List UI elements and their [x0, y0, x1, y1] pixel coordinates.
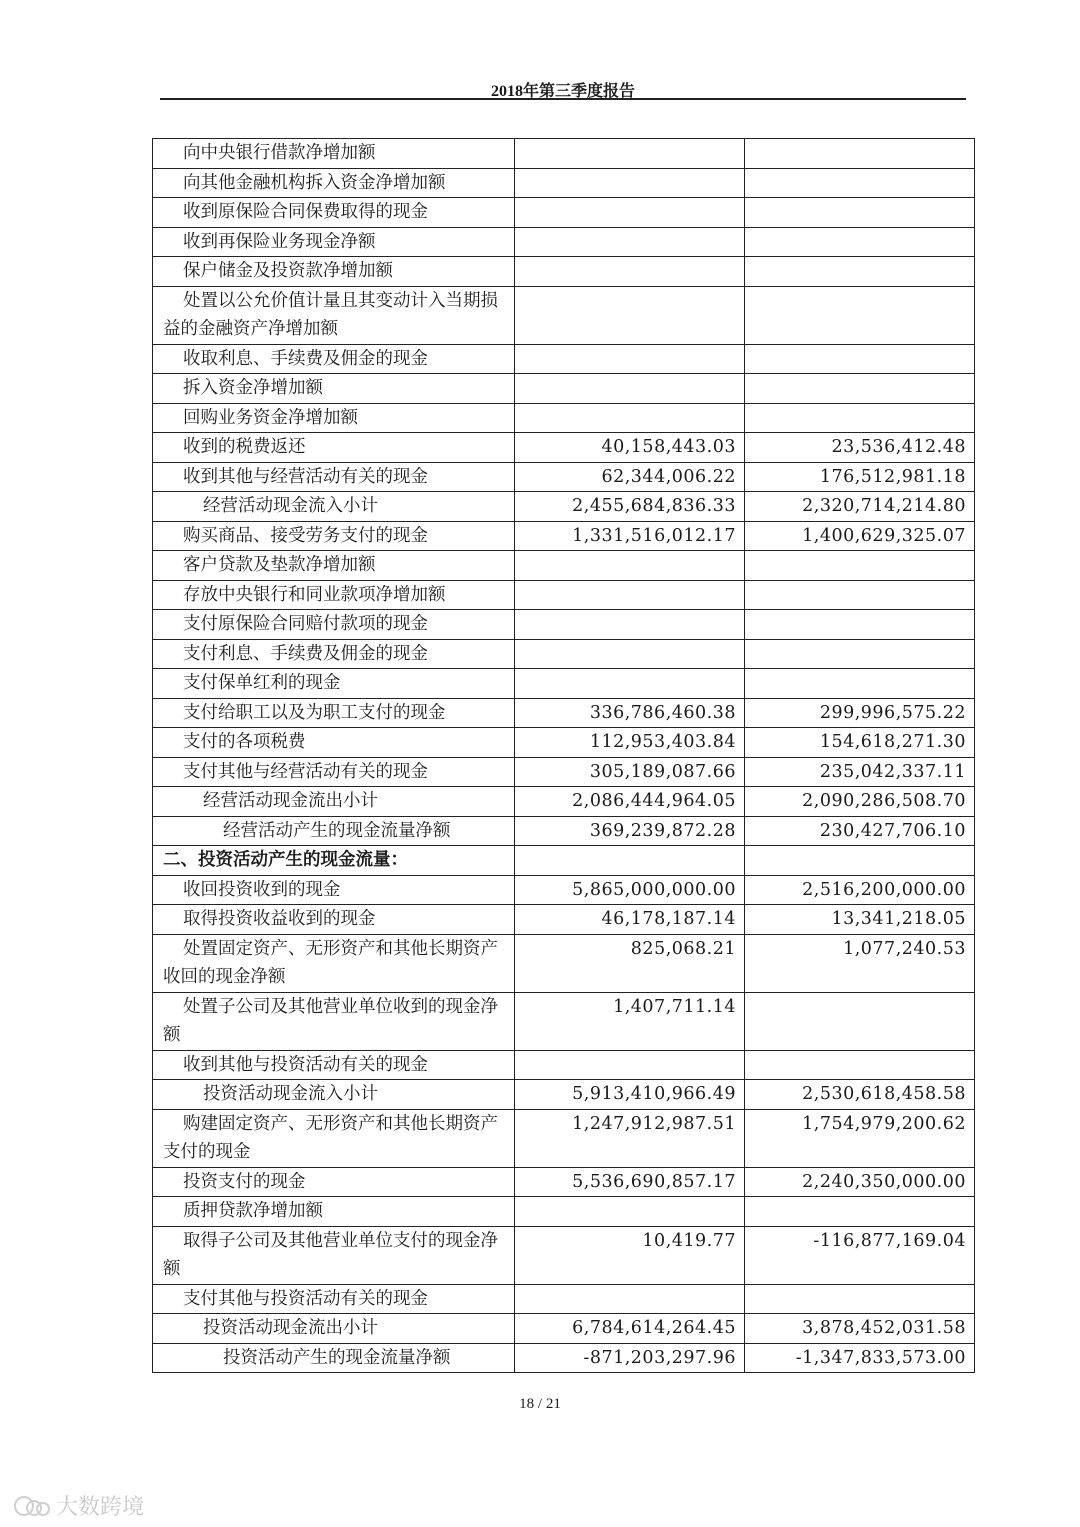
table-row: [153, 875, 975, 905]
table-row: [153, 344, 975, 374]
row-label: 收到其他与经营活动有关的现金: [153, 462, 515, 492]
current-period-value: [515, 846, 745, 876]
row-label: 保户储金及投资款净增加额: [153, 257, 515, 287]
row-label: 投资支付的现金: [153, 1167, 515, 1197]
row-label: 经营活动现金流入小计: [153, 492, 515, 522]
table-row: [153, 403, 975, 433]
table-row: [153, 846, 975, 876]
current-period-value: 336,786,460.38: [515, 698, 745, 728]
table-row: [153, 1343, 975, 1373]
row-label: 投资活动现金流出小计: [153, 1314, 515, 1344]
current-period-value: [515, 669, 745, 699]
current-period-value: 1,331,516,012.17: [515, 521, 745, 551]
header-divider: [160, 98, 966, 100]
row-label: 收到的税费返还: [153, 433, 515, 463]
prior-period-value: [745, 610, 975, 640]
current-period-value: 305,189,087.66: [515, 757, 745, 787]
current-period-value: [515, 1197, 745, 1227]
current-period-value: 2,086,444,964.05: [515, 787, 745, 817]
current-period-value: -871,203,297.96: [515, 1343, 745, 1373]
prior-period-value: [745, 198, 975, 228]
row-label: 支付其他与经营活动有关的现金: [153, 757, 515, 787]
prior-period-value: [745, 374, 975, 404]
prior-period-value: [745, 639, 975, 669]
current-period-value: 5,536,690,857.17: [515, 1167, 745, 1197]
table-row: [153, 227, 975, 257]
table-row: [153, 816, 975, 846]
table-row: [153, 610, 975, 640]
watermark-logo-icon: [12, 1494, 52, 1518]
row-label: 收到原保险合同保费取得的现金: [153, 198, 515, 228]
table-row: [153, 728, 975, 758]
table-row: [153, 551, 975, 581]
row-label: 向中央银行借款净增加额: [153, 139, 515, 169]
prior-period-value: [745, 1284, 975, 1314]
current-period-value: 825,068.21: [515, 934, 745, 992]
current-period-value: 62,344,006.22: [515, 462, 745, 492]
row-label: 收回投资收到的现金: [153, 875, 515, 905]
prior-period-value: 2,516,200,000.00: [745, 875, 975, 905]
row-label: 支付的各项税费: [153, 728, 515, 758]
prior-period-value: 230,427,706.10: [745, 816, 975, 846]
table-row: [153, 257, 975, 287]
current-period-value: [515, 1050, 745, 1080]
prior-period-value: [745, 344, 975, 374]
row-label: 支付给职工以及为职工支付的现金: [153, 698, 515, 728]
row-label: 向其他金融机构拆入资金净增加额: [153, 168, 515, 198]
row-label: 二、投资活动产生的现金流量：: [153, 846, 515, 876]
current-period-value: 6,784,614,264.45: [515, 1314, 745, 1344]
table-row: [153, 492, 975, 522]
table-row: [153, 1226, 975, 1284]
prior-period-value: 2,240,350,000.00: [745, 1167, 975, 1197]
prior-period-value: 3,878,452,031.58: [745, 1314, 975, 1344]
cash-flow-table-body: [153, 139, 975, 1373]
table-row: [153, 669, 975, 699]
current-period-value: [515, 139, 745, 169]
table-row: [153, 374, 975, 404]
current-period-value: 2,455,684,836.33: [515, 492, 745, 522]
table-row: [153, 580, 975, 610]
row-label: 经营活动产生的现金流量净额: [153, 816, 515, 846]
current-period-value: [515, 639, 745, 669]
current-period-value: [515, 257, 745, 287]
prior-period-value: 2,320,714,214.80: [745, 492, 975, 522]
row-label: 收取利息、手续费及佣金的现金: [153, 344, 515, 374]
current-period-value: 40,158,443.03: [515, 433, 745, 463]
table-row: [153, 462, 975, 492]
prior-period-value: [745, 1050, 975, 1080]
row-label: 收到再保险业务现金净额: [153, 227, 515, 257]
prior-period-value: [745, 992, 975, 1050]
current-period-value: [515, 1284, 745, 1314]
current-period-value: 1,247,912,987.51: [515, 1109, 745, 1167]
current-period-value: 10,419.77: [515, 1226, 745, 1284]
current-period-value: [515, 344, 745, 374]
table-row: [153, 1109, 975, 1167]
table-row: [153, 1167, 975, 1197]
prior-period-value: [745, 669, 975, 699]
current-period-value: [515, 198, 745, 228]
prior-period-value: 154,618,271.30: [745, 728, 975, 758]
prior-period-value: 1,754,979,200.62: [745, 1109, 975, 1167]
current-period-value: 5,913,410,966.49: [515, 1080, 745, 1110]
row-label: 购买商品、接受劳务支付的现金: [153, 521, 515, 551]
prior-period-value: [745, 1197, 975, 1227]
prior-period-value: [745, 139, 975, 169]
row-label: 取得子公司及其他营业单位支付的现金净额: [153, 1226, 515, 1284]
table-row: [153, 1080, 975, 1110]
row-label: 处置子公司及其他营业单位收到的现金净额: [153, 992, 515, 1050]
prior-period-value: 176,512,981.18: [745, 462, 975, 492]
prior-period-value: -1,347,833,573.00: [745, 1343, 975, 1373]
table-row: [153, 905, 975, 935]
current-period-value: [515, 580, 745, 610]
current-period-value: [515, 551, 745, 581]
prior-period-value: [745, 403, 975, 433]
table-row: [153, 139, 975, 169]
table-row: [153, 757, 975, 787]
row-label: 处置以公允价值计量且其变动计入当期损益的金融资产净增加额: [153, 286, 515, 344]
row-label: 支付原保险合同赔付款项的现金: [153, 610, 515, 640]
current-period-value: [515, 403, 745, 433]
row-label: 质押贷款净增加额: [153, 1197, 515, 1227]
page-number: 18 / 21: [519, 1396, 561, 1412]
report-title: 2018年第三季度报告: [490, 83, 635, 100]
row-label: 回购业务资金净增加额: [153, 403, 515, 433]
prior-period-value: 1,077,240.53: [745, 934, 975, 992]
watermark-text: 大数跨境: [56, 1495, 145, 1520]
row-label: 支付利息、手续费及佣金的现金: [153, 639, 515, 669]
table-row: [153, 1197, 975, 1227]
table-row: [153, 934, 975, 992]
prior-period-value: [745, 227, 975, 257]
table-row: [153, 992, 975, 1050]
current-period-value: 5,865,000,000.00: [515, 875, 745, 905]
table-row: [153, 433, 975, 463]
table-row: [153, 1284, 975, 1314]
current-period-value: 46,178,187.14: [515, 905, 745, 935]
table-row: [153, 639, 975, 669]
row-label: 支付其他与投资活动有关的现金: [153, 1284, 515, 1314]
prior-period-value: [745, 846, 975, 876]
row-label: 收到其他与投资活动有关的现金: [153, 1050, 515, 1080]
current-period-value: 112,953,403.84: [515, 728, 745, 758]
current-period-value: 1,407,711.14: [515, 992, 745, 1050]
current-period-value: [515, 168, 745, 198]
prior-period-value: [745, 286, 975, 344]
table-row: [153, 1050, 975, 1080]
current-period-value: [515, 286, 745, 344]
row-label: 客户贷款及垫款净增加额: [153, 551, 515, 581]
current-period-value: [515, 610, 745, 640]
prior-period-value: -116,877,169.04: [745, 1226, 975, 1284]
current-period-value: [515, 227, 745, 257]
row-label: 拆入资金净增加额: [153, 374, 515, 404]
table-row: [153, 168, 975, 198]
prior-period-value: [745, 168, 975, 198]
table-row: [153, 198, 975, 228]
row-label: 购建固定资产、无形资产和其他长期资产支付的现金: [153, 1109, 515, 1167]
row-label: 取得投资收益收到的现金: [153, 905, 515, 935]
row-label: 投资活动现金流入小计: [153, 1080, 515, 1110]
row-label: 经营活动现金流出小计: [153, 787, 515, 817]
current-period-value: 369,239,872.28: [515, 816, 745, 846]
prior-period-value: [745, 551, 975, 581]
table-row: [153, 1314, 975, 1344]
watermark: [12, 1490, 144, 1521]
prior-period-value: 13,341,218.05: [745, 905, 975, 935]
prior-period-value: 2,530,618,458.58: [745, 1080, 975, 1110]
prior-period-value: 235,042,337.11: [745, 757, 975, 787]
prior-period-value: 1,400,629,325.07: [745, 521, 975, 551]
row-label: 处置固定资产、无形资产和其他长期资产收回的现金净额: [153, 934, 515, 992]
prior-period-value: 2,090,286,508.70: [745, 787, 975, 817]
prior-period-value: 23,536,412.48: [745, 433, 975, 463]
current-period-value: [515, 374, 745, 404]
row-label: 支付保单红利的现金: [153, 669, 515, 699]
table-row: [153, 787, 975, 817]
table-row: [153, 698, 975, 728]
prior-period-value: [745, 580, 975, 610]
prior-period-value: [745, 257, 975, 287]
row-label: 投资活动产生的现金流量净额: [153, 1343, 515, 1373]
cash-flow-table: [152, 138, 975, 1373]
table-row: [153, 521, 975, 551]
row-label: 存放中央银行和同业款项净增加额: [153, 580, 515, 610]
prior-period-value: 299,996,575.22: [745, 698, 975, 728]
table-row: [153, 286, 975, 344]
